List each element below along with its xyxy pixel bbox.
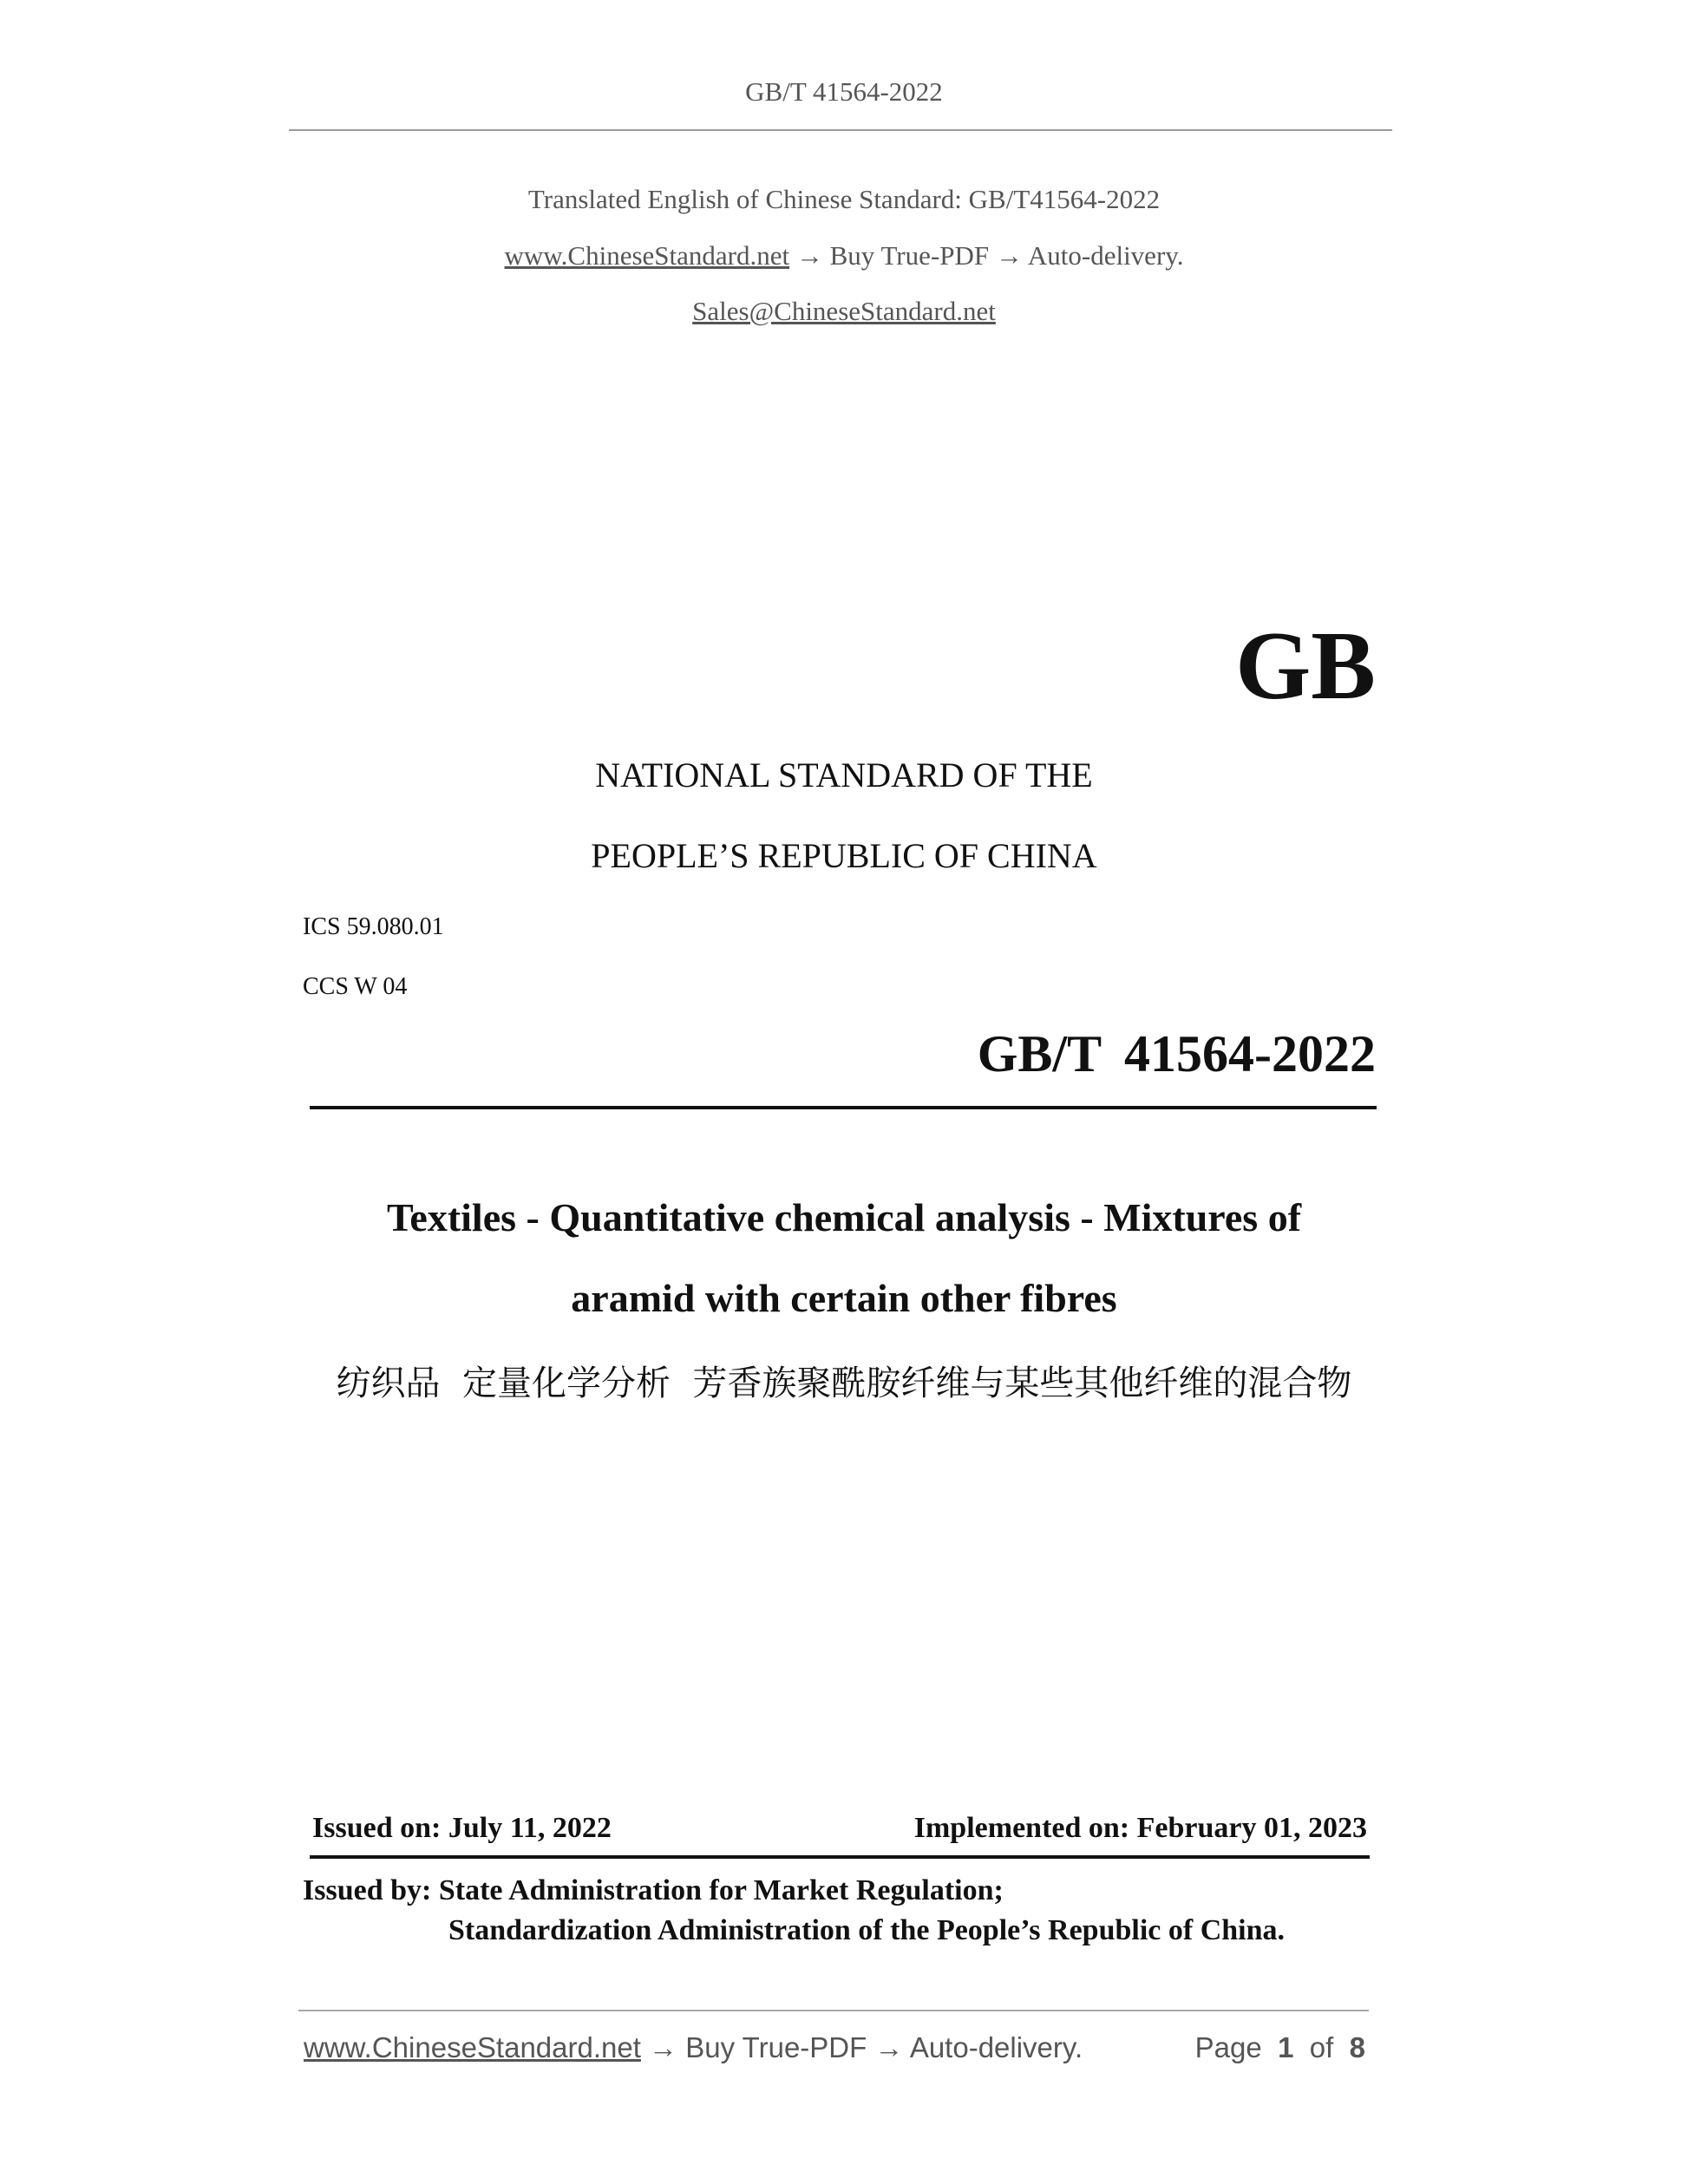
gb-logo: GB (1235, 612, 1376, 720)
sales-email-link[interactable]: Sales@ChineseStandard.net (692, 296, 996, 326)
implemented-on: Implemented on: February 01, 2023 (913, 1812, 1367, 1844)
header-divider (289, 129, 1392, 131)
issued-on: Issued on: July 11, 2022 (312, 1812, 612, 1844)
running-header: GB/T 41564-2022 (745, 76, 943, 107)
issued-divider (310, 1855, 1370, 1859)
title-line2: aramid with certain other fibres (571, 1276, 1117, 1320)
issued-by-line1: Issued by: State Administration for Market Regulation; (303, 1874, 1004, 1906)
footer-buy-text: → Buy True-PDF → Auto-delivery. (649, 2031, 1083, 2063)
page-current: 1 (1278, 2031, 1294, 2063)
email-line (0, 296, 1688, 327)
footer-promo (304, 2031, 1083, 2064)
ics-code: ICS 59.080.01 (303, 913, 444, 940)
code-divider (310, 1106, 1377, 1109)
title-chinese: 纺织品 定量化学分析 芳香族聚酰胺纤维与某些其他纤维的混合物 (336, 1363, 1352, 1403)
ccs-code: CCS W 04 (303, 973, 408, 1000)
buy-text: → Buy True-PDF → Auto-delivery. (795, 240, 1184, 271)
title-line1: Textiles - Quantitative chemical analysis - Mixtures of (386, 1195, 1302, 1239)
page-indicator (1195, 2031, 1365, 2064)
page-total: 8 (1349, 2031, 1365, 2063)
national-standard-line1: NATIONAL STANDARD OF THE (595, 755, 1093, 794)
page-of: of (1309, 2031, 1334, 2063)
page-label: Page (1194, 2031, 1262, 2063)
footer-site-link[interactable]: www.ChineseStandard.net (304, 2031, 641, 2063)
issued-by-line2: Standardization Administration of the People’s Republic of China. (448, 1914, 1286, 1946)
footer-divider (298, 2010, 1369, 2011)
translation-notice: Translated English of Chinese Standard: GB/T41564-2022 (527, 184, 1161, 214)
promo-line (0, 240, 1688, 271)
national-standard-line2: PEOPLE’S REPUBLIC OF CHINA (591, 836, 1097, 875)
issued-by (303, 1871, 1285, 1951)
site-link[interactable]: www.ChineseStandard.net (504, 240, 790, 271)
standard-code: GB/T 41564-2022 (977, 1025, 1376, 1082)
